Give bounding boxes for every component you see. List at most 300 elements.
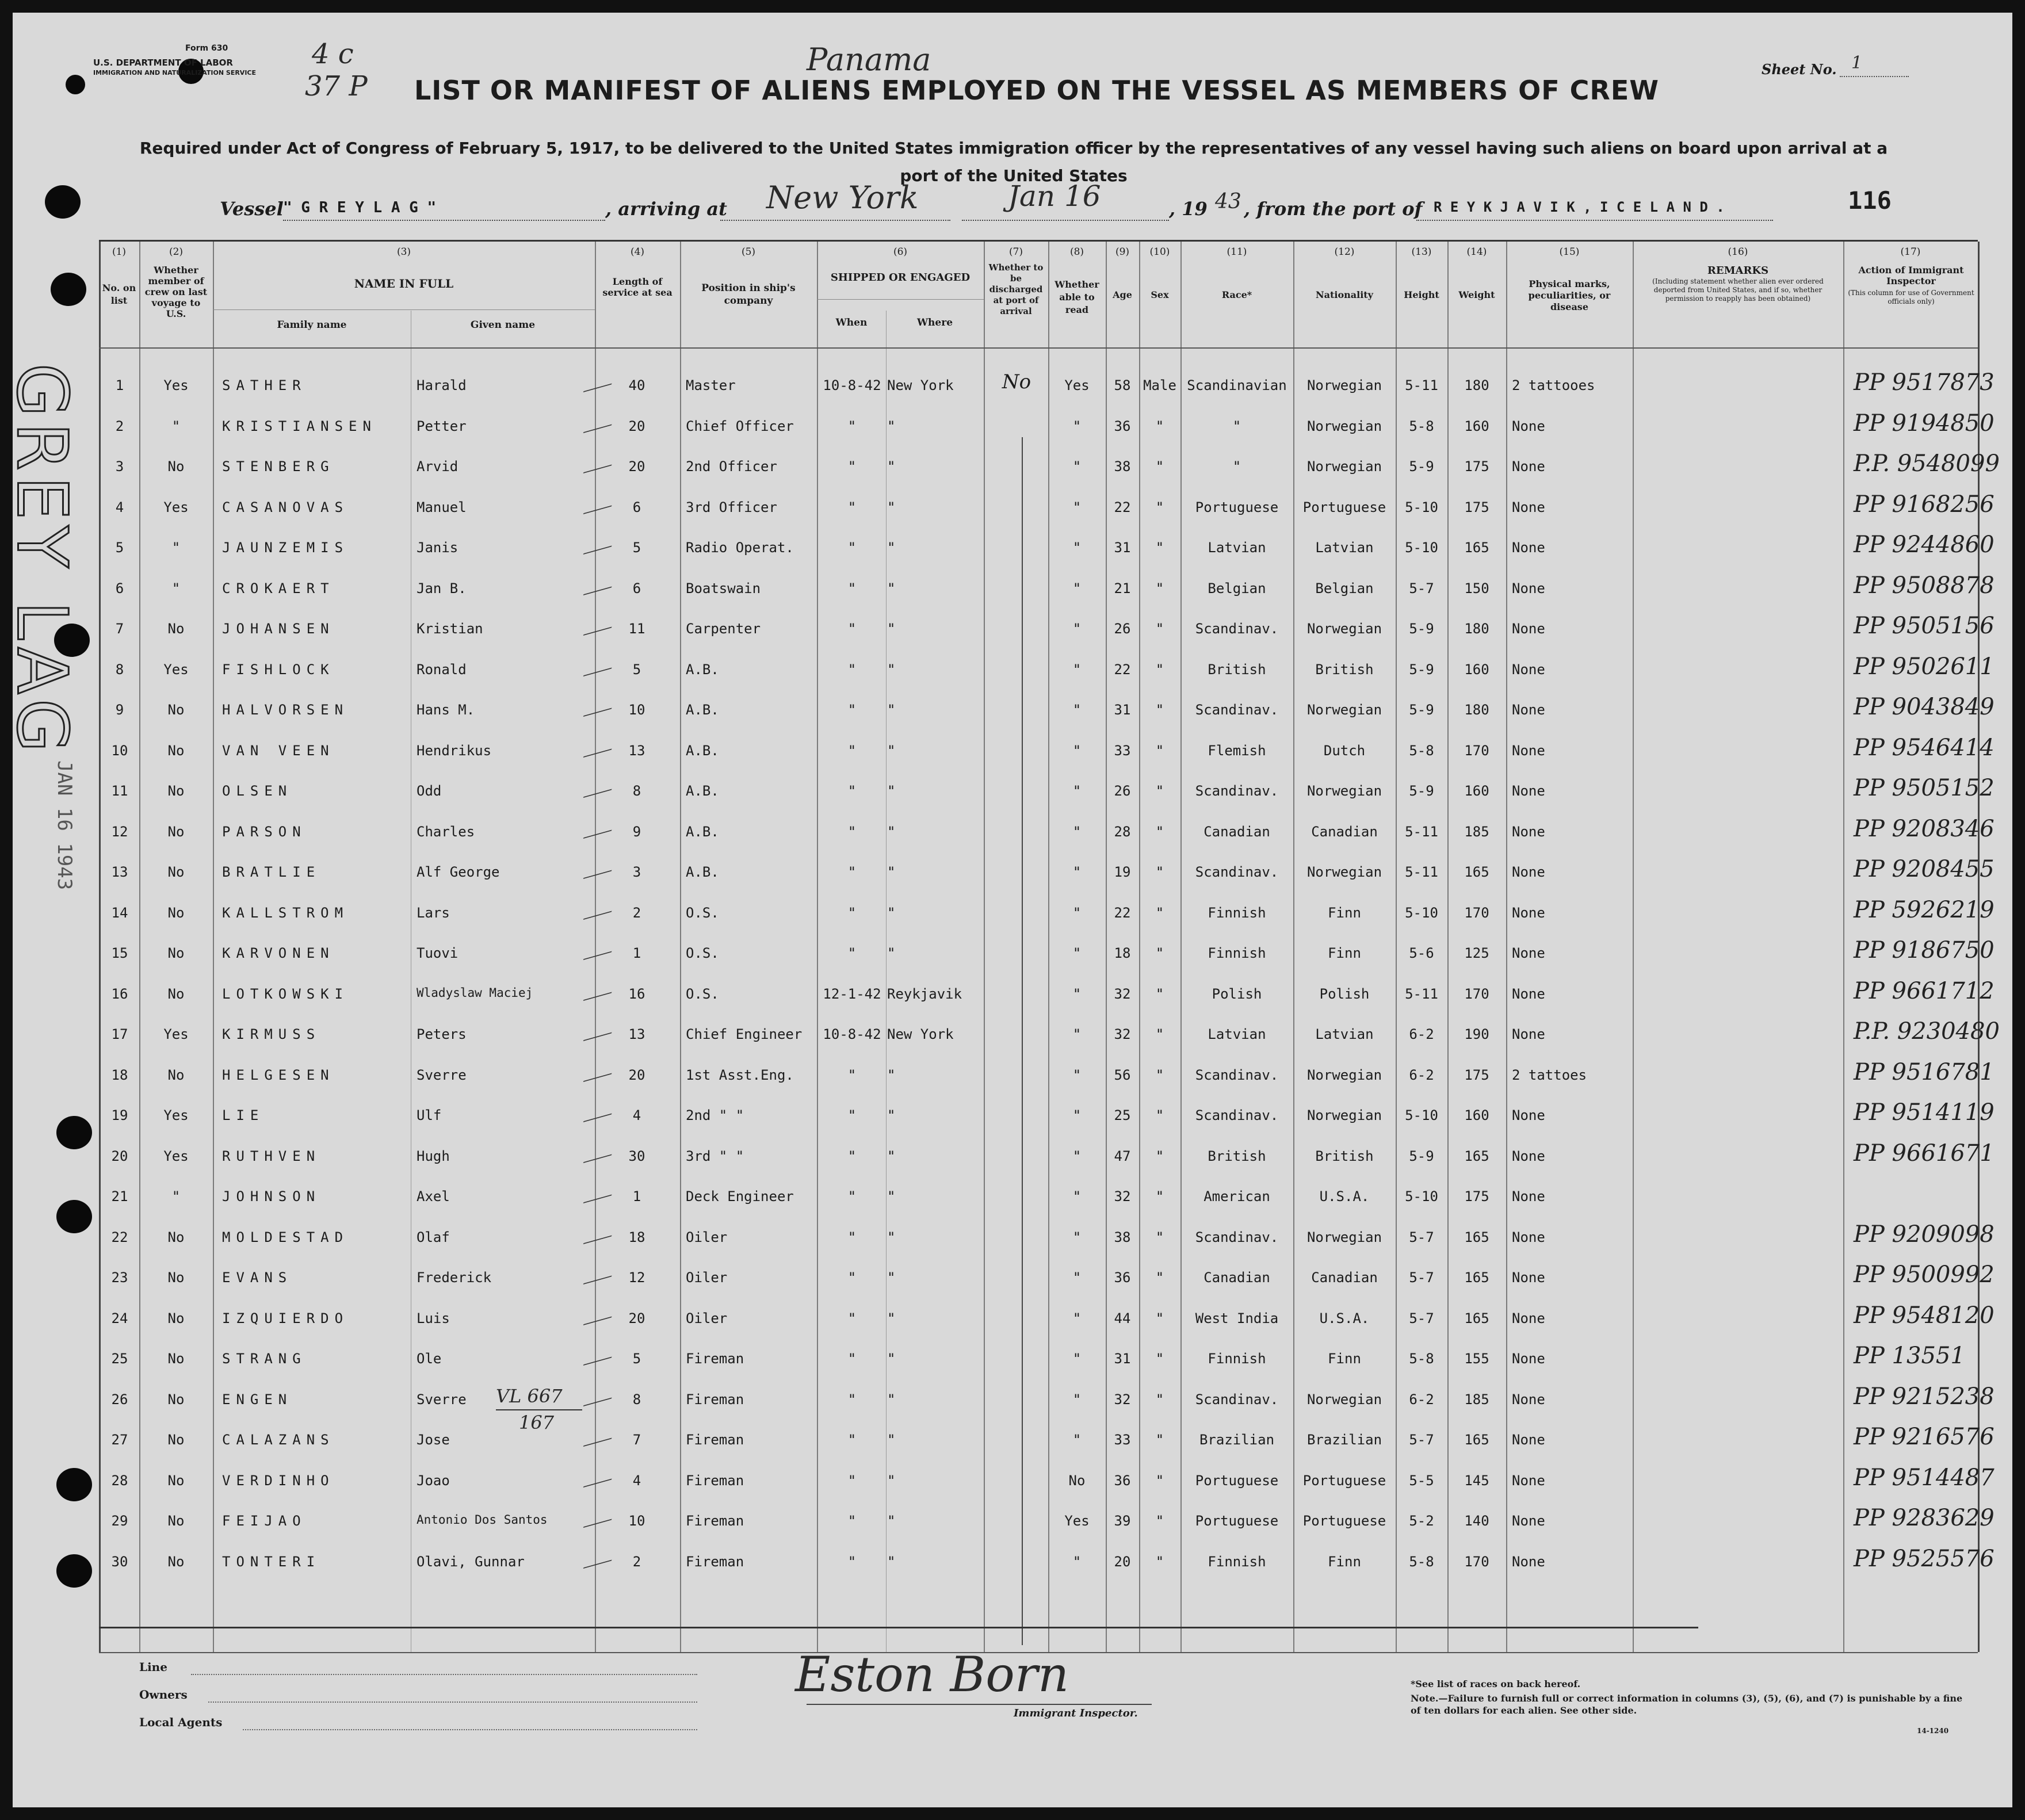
sex: " bbox=[1155, 1229, 1164, 1245]
given-name: Odd bbox=[417, 783, 442, 799]
col-num: (17) bbox=[1900, 246, 1921, 258]
height: 5-7 bbox=[1409, 1310, 1434, 1326]
physical-marks: None bbox=[1512, 864, 1545, 880]
service-length: 4 bbox=[632, 1472, 641, 1489]
family-name: OLSEN bbox=[222, 783, 293, 799]
family-name: EVANS bbox=[222, 1270, 293, 1286]
position: Fireman bbox=[686, 1391, 744, 1408]
passport-number: PP 9514487 bbox=[1854, 1464, 1995, 1491]
row-number: 30 bbox=[111, 1553, 128, 1570]
height: 5-7 bbox=[1409, 1229, 1434, 1245]
passport-number: PP 9505156 bbox=[1854, 613, 1995, 639]
race: Canadian bbox=[1203, 1270, 1270, 1286]
last-voyage: Yes bbox=[163, 1107, 189, 1123]
physical-marks: None bbox=[1512, 1026, 1545, 1042]
able-to-read: " bbox=[1072, 1148, 1082, 1164]
age: 32 bbox=[1114, 1188, 1131, 1205]
family-name: VERDINHO bbox=[222, 1472, 335, 1489]
nationality: Canadian bbox=[1311, 1270, 1378, 1286]
row-number: 21 bbox=[111, 1188, 128, 1205]
age: 31 bbox=[1114, 1351, 1131, 1367]
shipped-when: " bbox=[847, 1229, 857, 1245]
physical-marks: None bbox=[1512, 945, 1545, 961]
passport-number: PP 9043849 bbox=[1854, 694, 1995, 720]
physical-marks: None bbox=[1512, 458, 1545, 475]
shipped-where: New York bbox=[887, 1026, 954, 1042]
shipped-where: " bbox=[887, 904, 896, 921]
given-name: Ole bbox=[417, 1351, 442, 1367]
service-length: 20 bbox=[628, 1066, 645, 1083]
shipped-where: " bbox=[887, 1310, 896, 1326]
table-row bbox=[99, 1505, 1995, 1545]
passport-number: PP 9186750 bbox=[1854, 937, 1995, 963]
family-name: FISHLOCK bbox=[222, 661, 335, 678]
given-name: Sverre bbox=[417, 1391, 467, 1408]
col-num: (14) bbox=[1466, 246, 1487, 258]
height: 5-7 bbox=[1409, 1432, 1434, 1448]
shipped-where: New York bbox=[887, 377, 954, 393]
sheet-label: Sheet No. bbox=[1762, 61, 1837, 78]
service-length: 1 bbox=[632, 945, 641, 961]
given-name: Olavi, Gunnar bbox=[417, 1553, 525, 1570]
shipped-where: Reykjavik bbox=[887, 985, 962, 1002]
handwritten-note-bottom: 167 bbox=[519, 1412, 555, 1433]
given-name: Arvid bbox=[417, 458, 459, 475]
physical-marks: 2 tattooes bbox=[1512, 377, 1595, 393]
height: 5-10 bbox=[1405, 1188, 1438, 1205]
shipped-when: " bbox=[847, 458, 857, 475]
given-name: Kristian bbox=[417, 621, 483, 637]
given-name: Lars bbox=[417, 904, 450, 921]
race: Scandinav. bbox=[1195, 864, 1279, 880]
nationality: Portuguese bbox=[1302, 499, 1386, 515]
weight: 165 bbox=[1464, 1432, 1489, 1448]
race: " bbox=[1232, 458, 1241, 475]
shipped-where: " bbox=[887, 1270, 896, 1286]
height: 6-2 bbox=[1409, 1391, 1434, 1408]
table-row bbox=[99, 450, 2000, 491]
shipped-when: " bbox=[847, 945, 857, 961]
position: A.B. bbox=[686, 702, 719, 718]
sex: " bbox=[1155, 1310, 1164, 1326]
row-number: 9 bbox=[115, 702, 124, 718]
service-length: 10 bbox=[628, 1513, 645, 1529]
given-name: Charles bbox=[417, 823, 475, 840]
passport-number: PP 9517873 bbox=[1854, 369, 1995, 396]
physical-marks: None bbox=[1512, 1513, 1545, 1529]
family-name: MOLDESTAD bbox=[222, 1229, 349, 1245]
weight: 165 bbox=[1464, 864, 1489, 880]
weight: 175 bbox=[1464, 458, 1489, 475]
family-name: KIRMUSS bbox=[222, 1026, 321, 1042]
col-num: (10) bbox=[1149, 246, 1170, 258]
row-number: 29 bbox=[111, 1513, 128, 1529]
nationality: Norwegian bbox=[1306, 1229, 1382, 1245]
position: Deck Engineer bbox=[686, 1188, 794, 1205]
nationality: Portuguese bbox=[1302, 1513, 1386, 1529]
sex: " bbox=[1155, 621, 1164, 637]
date-stamp-text: JAN 16 1943 bbox=[53, 760, 76, 890]
last-voyage: No bbox=[167, 1270, 185, 1286]
weight: 170 bbox=[1464, 904, 1489, 921]
sex: " bbox=[1155, 1432, 1164, 1448]
height: 5-11 bbox=[1405, 823, 1438, 840]
year-suffix: 43 bbox=[1215, 190, 1241, 213]
given-name: Luis bbox=[417, 1310, 450, 1326]
shipped-where: " bbox=[887, 1472, 896, 1489]
last-voyage: No bbox=[167, 823, 185, 840]
sex: " bbox=[1155, 742, 1164, 759]
date-stamp bbox=[47, 760, 82, 910]
given-name: Petter bbox=[417, 418, 467, 434]
manifest-sheet bbox=[1, 13, 2012, 1807]
last-voyage: Yes bbox=[163, 1026, 189, 1042]
table-row bbox=[99, 1343, 1978, 1383]
shipped-where: " bbox=[887, 458, 896, 475]
service-length: 18 bbox=[628, 1229, 645, 1245]
shipped-where: " bbox=[887, 1553, 896, 1570]
shipped-when: " bbox=[847, 1513, 857, 1529]
physical-marks: None bbox=[1512, 661, 1545, 678]
sheet-number: 1 bbox=[1851, 53, 1863, 73]
race: Scandinav. bbox=[1195, 1066, 1279, 1083]
family-name: KALLSTROM bbox=[222, 904, 349, 921]
nationality: Portuguese bbox=[1302, 1472, 1386, 1489]
age: 36 bbox=[1114, 418, 1131, 434]
table-row bbox=[99, 775, 1995, 815]
header-action-note: (This column for use of Government officials only) bbox=[1848, 289, 1974, 305]
weight: 165 bbox=[1464, 540, 1489, 556]
row-number: 22 bbox=[111, 1229, 128, 1245]
table-row bbox=[99, 369, 1995, 410]
sex: " bbox=[1155, 1513, 1164, 1529]
given-name: Hugh bbox=[417, 1148, 450, 1164]
given-name: Alf George bbox=[417, 864, 500, 880]
physical-marks: None bbox=[1512, 1432, 1545, 1448]
position: Boatswain bbox=[686, 580, 761, 597]
row-number: 11 bbox=[111, 783, 128, 799]
table-row bbox=[99, 856, 1995, 896]
given-name: Hans M. bbox=[417, 702, 475, 718]
service-length: 30 bbox=[628, 1148, 645, 1164]
height: 5-11 bbox=[1405, 377, 1438, 393]
able-to-read: " bbox=[1072, 1229, 1082, 1245]
able-to-read: " bbox=[1072, 1270, 1082, 1286]
col-num: (13) bbox=[1411, 246, 1432, 258]
age: 32 bbox=[1114, 1391, 1131, 1408]
weight: 160 bbox=[1464, 418, 1489, 434]
passport-number: PP 9516781 bbox=[1854, 1058, 1995, 1085]
position: O.S. bbox=[686, 904, 719, 921]
nationality: Belgian bbox=[1315, 580, 1374, 597]
service-length: 20 bbox=[628, 1310, 645, 1326]
shipped-when: " bbox=[847, 904, 857, 921]
given-name: Ulf bbox=[417, 1107, 442, 1123]
sex: Male bbox=[1143, 377, 1176, 393]
height: 5-10 bbox=[1405, 499, 1438, 515]
shipped-when: " bbox=[847, 1310, 857, 1326]
nationality: Latvian bbox=[1315, 540, 1374, 556]
able-to-read: " bbox=[1072, 661, 1082, 678]
family-name: RUTHVEN bbox=[222, 1148, 321, 1164]
row-number: 10 bbox=[111, 742, 128, 759]
able-to-read: " bbox=[1072, 1310, 1082, 1326]
sex: " bbox=[1155, 1188, 1164, 1205]
physical-marks: None bbox=[1512, 1472, 1545, 1489]
able-to-read: Yes bbox=[1064, 1513, 1090, 1529]
passport-number: PP 9525576 bbox=[1854, 1545, 1995, 1572]
given-name: Frederick bbox=[417, 1270, 492, 1286]
punch-hole bbox=[45, 185, 81, 219]
row-number: 5 bbox=[115, 540, 124, 556]
shipped-when: " bbox=[847, 1270, 857, 1286]
shipped-when: 12-1-42 bbox=[823, 985, 881, 1002]
service-length: 40 bbox=[628, 377, 645, 393]
shipped-when: " bbox=[847, 742, 857, 759]
last-voyage: No bbox=[167, 783, 185, 799]
race: " bbox=[1232, 418, 1241, 434]
given-name: Hendrikus bbox=[417, 742, 492, 759]
service-length: 1 bbox=[632, 1188, 641, 1205]
age: 31 bbox=[1114, 702, 1131, 718]
row-number: 23 bbox=[111, 1270, 128, 1286]
given-name: Peters bbox=[417, 1026, 467, 1042]
col-num: (1) bbox=[112, 246, 127, 258]
sex: " bbox=[1155, 1351, 1164, 1367]
shipped-where: " bbox=[887, 1188, 896, 1205]
table-row bbox=[99, 1302, 1995, 1343]
departure-port: R E Y K J A V I K , I C E L A N D . bbox=[1434, 199, 1725, 215]
race: Brazilian bbox=[1199, 1432, 1275, 1448]
punch-hole bbox=[56, 1200, 92, 1233]
shipped-where: " bbox=[887, 1229, 896, 1245]
table-row bbox=[99, 1261, 1995, 1302]
given-name: Tuovi bbox=[417, 945, 459, 961]
position: Carpenter bbox=[686, 621, 761, 637]
given-name: Jose bbox=[417, 1432, 450, 1448]
family-name: JOHNSON bbox=[222, 1188, 321, 1205]
physical-marks: None bbox=[1512, 499, 1545, 515]
row-number: 19 bbox=[111, 1107, 128, 1123]
vessel-label: Vessel bbox=[220, 198, 284, 220]
race: Flemish bbox=[1208, 742, 1266, 759]
able-to-read: " bbox=[1072, 823, 1082, 840]
last-voyage: No bbox=[167, 904, 185, 921]
weight: 185 bbox=[1464, 1391, 1489, 1408]
row-number: 17 bbox=[111, 1026, 128, 1042]
last-voyage: Yes bbox=[163, 661, 189, 678]
nationality: Norwegian bbox=[1306, 621, 1382, 637]
shipped-where: " bbox=[887, 823, 896, 840]
height: 5-7 bbox=[1409, 1270, 1434, 1286]
service-length: 20 bbox=[628, 418, 645, 434]
header-discharged: Whether to be discharged at port of arrival bbox=[988, 262, 1044, 316]
row-number: 18 bbox=[111, 1066, 128, 1083]
passport-number: PP 9661712 bbox=[1854, 977, 1995, 1004]
shipped-when: " bbox=[847, 418, 857, 434]
position: Fireman bbox=[686, 1432, 744, 1448]
sex: " bbox=[1155, 1270, 1164, 1286]
given-name: Janis bbox=[417, 540, 459, 556]
col-num: (8) bbox=[1069, 246, 1084, 258]
from-label: , from the port of bbox=[1244, 198, 1423, 220]
service-length: 10 bbox=[628, 702, 645, 718]
race: Polish bbox=[1212, 985, 1262, 1002]
shipped-when: " bbox=[847, 499, 857, 515]
passport-number: PP 9514119 bbox=[1854, 1099, 1995, 1126]
row-number: 8 bbox=[115, 661, 124, 678]
physical-marks: None bbox=[1512, 1148, 1545, 1164]
footnote-penalty: Note.—Failure to furnish full or correct information in columns (3), (5), (6), and (7) is punishable by a fine of ten dollars for each alien. See other side. bbox=[1411, 1693, 1963, 1716]
height: 5-9 bbox=[1409, 621, 1434, 637]
last-voyage: " bbox=[171, 1188, 181, 1205]
family-name: KARVONEN bbox=[222, 945, 335, 961]
nationality: Finn bbox=[1328, 904, 1361, 921]
last-voyage: No bbox=[167, 742, 185, 759]
age: 32 bbox=[1114, 985, 1131, 1002]
last-voyage: Yes bbox=[163, 377, 189, 393]
vessel-stamp bbox=[1, 358, 82, 795]
age: 22 bbox=[1114, 661, 1131, 678]
passport-number: PP 9208455 bbox=[1854, 856, 1995, 882]
age: 36 bbox=[1114, 1472, 1131, 1489]
family-name: HALVORSEN bbox=[222, 702, 349, 718]
position: Oiler bbox=[686, 1310, 728, 1326]
sex: " bbox=[1155, 1026, 1164, 1042]
height: 5-9 bbox=[1409, 783, 1434, 799]
inspector-label: Immigrant Inspector. bbox=[1014, 1707, 1138, 1719]
shipped-when: " bbox=[847, 540, 857, 556]
family-name: TONTERI bbox=[222, 1553, 321, 1570]
table-row bbox=[99, 896, 1995, 937]
table-row bbox=[99, 1464, 1995, 1505]
weight: 165 bbox=[1464, 1229, 1489, 1245]
physical-marks: None bbox=[1512, 621, 1545, 637]
service-length: 16 bbox=[628, 985, 645, 1002]
row-number: 26 bbox=[111, 1391, 128, 1408]
race: Finnish bbox=[1208, 904, 1266, 921]
nationality: Norwegian bbox=[1306, 864, 1382, 880]
header-where: Where bbox=[916, 317, 953, 328]
last-voyage: No bbox=[167, 864, 185, 880]
physical-marks: None bbox=[1512, 1188, 1545, 1205]
able-to-read: " bbox=[1072, 864, 1082, 880]
table-row bbox=[99, 1180, 1978, 1221]
able-to-read: " bbox=[1072, 1066, 1082, 1083]
given-name: Sverre bbox=[417, 1066, 467, 1083]
row-number: 27 bbox=[111, 1432, 128, 1448]
position: Chief Engineer bbox=[686, 1026, 803, 1042]
height: 5-10 bbox=[1405, 540, 1438, 556]
service-length: 13 bbox=[628, 1026, 645, 1042]
shipped-when: " bbox=[847, 1472, 857, 1489]
family-name: STENBERG bbox=[222, 458, 335, 475]
family-name: LIE bbox=[222, 1107, 265, 1123]
passport-number: PP 9661671 bbox=[1854, 1140, 1995, 1167]
position: Fireman bbox=[686, 1351, 744, 1367]
form-number: Form 630 bbox=[185, 44, 228, 53]
weight: 160 bbox=[1464, 661, 1489, 678]
row-number: 25 bbox=[111, 1351, 128, 1367]
service-length: 12 bbox=[628, 1270, 645, 1286]
service-length: 6 bbox=[632, 499, 641, 515]
passport-number: P.P. 9230480 bbox=[1854, 1018, 2000, 1045]
sex: " bbox=[1155, 1472, 1164, 1489]
sex: " bbox=[1155, 1148, 1164, 1164]
passport-number: PP 9168256 bbox=[1854, 491, 1995, 518]
sex: " bbox=[1155, 418, 1164, 434]
height: 5-8 bbox=[1409, 418, 1434, 434]
row-number: 20 bbox=[111, 1148, 128, 1164]
race: Scandinavian bbox=[1187, 377, 1287, 393]
physical-marks: None bbox=[1512, 1553, 1545, 1570]
given-name: Antonio Dos Santos bbox=[417, 1513, 548, 1527]
table-row bbox=[99, 1545, 1995, 1586]
discharged: No bbox=[1002, 370, 1031, 393]
table-row bbox=[99, 410, 1995, 450]
col-num: (4) bbox=[630, 246, 645, 258]
service-length: 5 bbox=[632, 1351, 641, 1367]
physical-marks: None bbox=[1512, 580, 1545, 597]
row-number: 16 bbox=[111, 985, 128, 1002]
row-number: 3 bbox=[115, 458, 124, 475]
passport-number: PP 9244860 bbox=[1854, 532, 1995, 558]
age: 38 bbox=[1114, 458, 1131, 475]
family-name: FEIJAO bbox=[222, 1513, 307, 1529]
row-number: 15 bbox=[111, 945, 128, 961]
shipped-where: " bbox=[887, 1107, 896, 1123]
passport-number: PP 13551 bbox=[1854, 1343, 1965, 1369]
last-voyage: " bbox=[171, 580, 181, 597]
nationality: Norwegian bbox=[1306, 418, 1382, 434]
age: 22 bbox=[1114, 904, 1131, 921]
header-shipped: SHIPPED OR ENGAGED bbox=[830, 272, 971, 284]
last-voyage: No bbox=[167, 1472, 185, 1489]
shipped-when: " bbox=[847, 580, 857, 597]
row-number: 13 bbox=[111, 864, 128, 880]
table-row bbox=[99, 572, 1995, 613]
age: 33 bbox=[1114, 1432, 1131, 1448]
shipped-when: " bbox=[847, 1148, 857, 1164]
shipped-where: " bbox=[887, 418, 896, 434]
shipped-where: " bbox=[887, 1148, 896, 1164]
weight: 160 bbox=[1464, 783, 1489, 799]
shipped-when: " bbox=[847, 1391, 857, 1408]
sex: " bbox=[1155, 458, 1164, 475]
given-name: Joao bbox=[417, 1472, 450, 1489]
nationality: Norwegian bbox=[1306, 783, 1382, 799]
last-voyage: No bbox=[167, 1391, 185, 1408]
punch-hole bbox=[56, 1554, 92, 1588]
vessel-name: " G R E Y L A G " bbox=[283, 199, 437, 216]
table-row bbox=[99, 653, 1995, 694]
weight: 165 bbox=[1464, 1270, 1489, 1286]
sex: " bbox=[1155, 580, 1164, 597]
last-voyage: No bbox=[167, 621, 185, 637]
physical-marks: None bbox=[1512, 985, 1545, 1002]
physical-marks: None bbox=[1512, 702, 1545, 718]
family-name: PARSON bbox=[222, 823, 307, 840]
race: Latvian bbox=[1208, 1026, 1266, 1042]
family-name: HELGESEN bbox=[222, 1066, 335, 1083]
shipped-when: " bbox=[847, 823, 857, 840]
position: 1st Asst.Eng. bbox=[686, 1066, 794, 1083]
position: O.S. bbox=[686, 945, 719, 961]
race: Finnish bbox=[1208, 1351, 1266, 1367]
weight: 145 bbox=[1464, 1472, 1489, 1489]
shipped-when: " bbox=[847, 661, 857, 678]
table-row bbox=[99, 491, 1995, 532]
